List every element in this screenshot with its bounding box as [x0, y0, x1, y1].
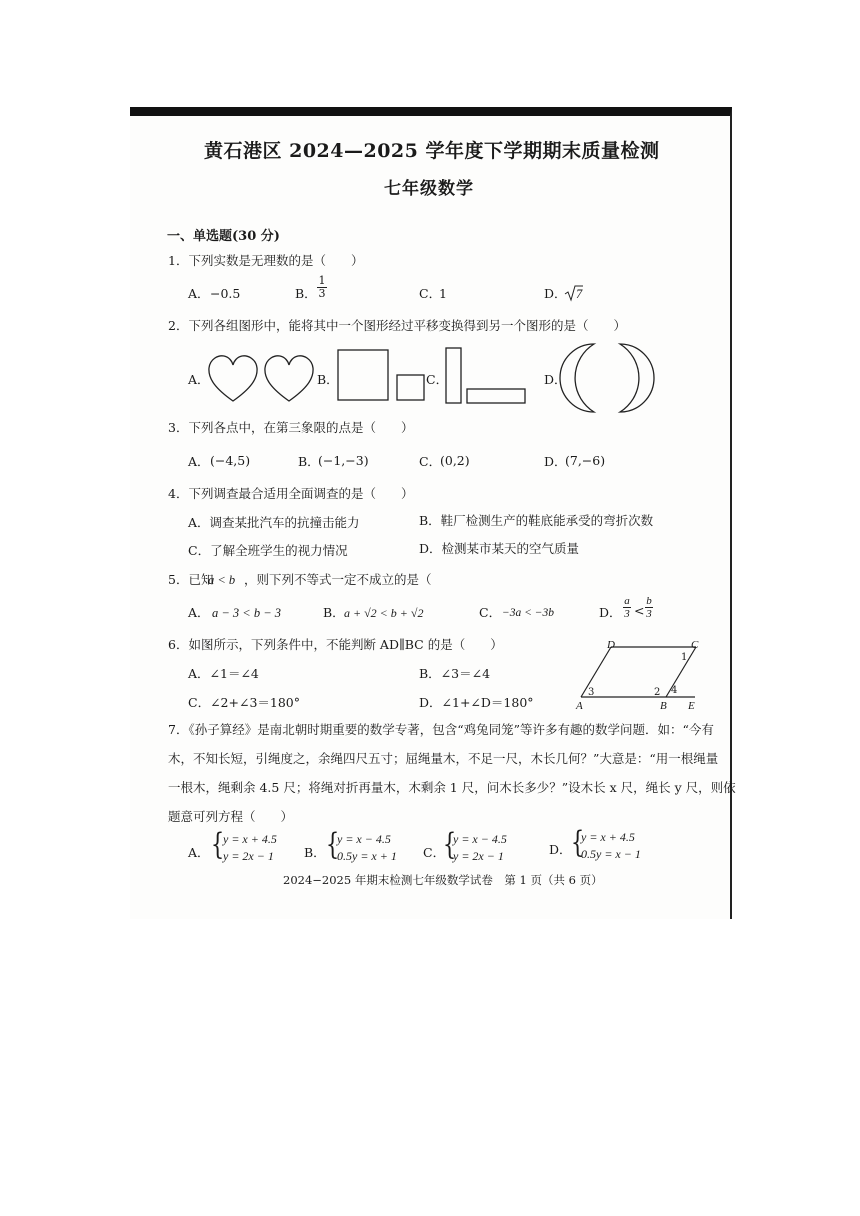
q6-option-b: B．∠3＝∠4 [419, 666, 491, 681]
q2-option-b-label: B． [317, 372, 339, 387]
q5-d-fraction-left [622, 595, 632, 620]
q3-option-a-label: A． [188, 454, 210, 469]
q1-stem: 1．下列实数是无理数的是（ ） [168, 253, 364, 268]
q5-stem-suffix: ，则下列不等式一定不成立的是（ [244, 572, 432, 587]
q2-option-d-label: D． [544, 372, 567, 387]
q1-option-b-label: B． [295, 286, 317, 301]
q5-d-numerator-right: b [646, 595, 652, 607]
q4-option-c: C．了解全班学生的视力情况 [188, 543, 348, 558]
q7-line-2: 木，不知长短，引绳度之，余绳四尺五寸；屈绳量木，不足一尺，木长几何？”大意是：“用一根绳量 [168, 751, 719, 766]
q7-line-3: 一根木，绳剩余 4.5 尺；将绳对折再量木，木剩余 1 尺，问木长多少？”设木长 x 尺，绳长 y 尺，则依 [168, 780, 736, 795]
q7-a-eq2: y = 2x − 1 [223, 849, 274, 863]
q2-option-c-label: C． [426, 372, 449, 387]
two-squares-icon [333, 348, 428, 408]
q5-stem-prefix: 5．已知 [168, 572, 214, 587]
q7-option-c-label: C． [423, 845, 446, 860]
q5-option-b-label: B． [323, 605, 345, 620]
q4-option-a: A．调查某批汽车的抗撞击能力 [188, 515, 360, 530]
q4-option-d: D．检测某市某天的空气质量 [419, 541, 580, 556]
exam-title: 黄石港区 2024—2025 学年度下学期期末质量检测 [204, 140, 660, 162]
q5-d-denominator-right: 3 [646, 608, 652, 620]
q7-option-d-label: D． [549, 842, 572, 857]
q2-option-a-label: A． [188, 372, 210, 387]
fig-label-d: D [607, 639, 615, 651]
brace-icon: { [325, 827, 340, 862]
rotated-rectangles-icon [442, 346, 532, 406]
q3-option-d-label: D． [544, 454, 567, 469]
q1-option-a-label: A． [188, 286, 210, 301]
q7-option-a-system [223, 831, 277, 865]
section-heading: 一、单选题(30 分) [167, 229, 280, 244]
q1-option-c-value: 1 [439, 286, 447, 301]
q5-d-numerator-left: a [624, 595, 630, 607]
q7-line-4: 题意可列方程（ ） [168, 809, 294, 824]
q1-b-denominator: 3 [318, 287, 326, 300]
q5-option-b-value: a + √2 < b + √2 [344, 606, 424, 620]
q7-option-b-label: B． [304, 845, 326, 860]
q3-option-b-label: B． [298, 454, 320, 469]
fig-angle-3: 3 [588, 687, 595, 698]
q1-option-d-radicand: 7 [576, 287, 583, 301]
q6-option-d: D．∠1+∠D＝180° [419, 695, 534, 710]
q4-stem: 4．下列调查最合适用全面调查的是（ ） [168, 486, 414, 501]
q7-b-eq1: y = x − 4.5 [337, 832, 391, 846]
two-crescents-icon [564, 342, 654, 414]
q5-stem-math: a < b [208, 573, 236, 587]
q7-option-a-label: A． [188, 845, 210, 860]
q7-c-eq2: y = 2x − 1 [453, 849, 504, 863]
fig-angle-4: 4 [671, 685, 678, 696]
q6-stem: 6．如图所示，下列条件中，不能判断 AD∥BC 的是（ ） [168, 637, 503, 652]
q7-d-eq2: 0.5y = x − 1 [581, 847, 641, 861]
q7-b-eq2: 0.5y = x + 1 [337, 849, 397, 863]
q5-option-c-label: C． [479, 605, 502, 620]
q5-option-a-value: a − 3 < b − 3 [212, 606, 282, 620]
fig-label-b: B [660, 700, 667, 712]
q5-option-c-value: −3a < −3b [502, 607, 555, 619]
q3-stem: 3．下列各点中，在第三象限的点是（ ） [168, 420, 414, 435]
q1-option-d-label: D． [544, 286, 567, 301]
q3-option-c-label: C． [419, 454, 442, 469]
q3-option-b-value: (−1,−3) [318, 453, 369, 468]
q5-option-d-label: D． [599, 605, 622, 620]
exam-subtitle: 七年级数学 [384, 179, 474, 199]
q1-option-a-value: −0.5 [210, 286, 241, 301]
two-hearts-icon [206, 353, 316, 403]
q3-option-a-value: (−4,5) [210, 453, 251, 468]
q1-option-c-label: C． [419, 286, 442, 301]
q7-option-b-system [337, 831, 397, 865]
brace-icon: { [442, 827, 457, 862]
q1-option-b-fraction [316, 275, 328, 300]
q7-c-eq1: y = x − 4.5 [453, 832, 507, 846]
q7-option-d-system [581, 829, 641, 863]
q6-option-c: C．∠2+∠3＝180° [188, 695, 300, 710]
brace-icon: { [210, 827, 225, 862]
q1-b-numerator: 1 [318, 274, 326, 287]
q5-d-less-than: < [634, 603, 645, 618]
exam-page [130, 107, 736, 919]
parallelogram-figure [575, 635, 705, 705]
q7-a-eq1: y = x + 4.5 [223, 832, 277, 846]
fig-angle-2: 2 [654, 687, 661, 698]
q6-option-a: A．∠1＝∠4 [188, 666, 259, 681]
fig-label-a: A [576, 700, 583, 712]
q4-option-b: B．鞋厂检测生产的鞋底能承受的弯折次数 [419, 513, 654, 528]
q7-line-1: 7．《孙子算经》是南北朝时期重要的数学专著，包含“鸡兔同笼”等许多有趣的数学问题．如：“今有 [168, 722, 714, 737]
q7-d-eq1: y = x + 4.5 [581, 830, 635, 844]
q5-option-a-label: A． [188, 605, 210, 620]
q2-stem: 2．下列各组图形中，能将其中一个图形经过平移变换得到另一个图形的是（ ） [168, 318, 626, 333]
q7-option-c-system [453, 831, 507, 865]
fig-label-e: E [688, 700, 695, 712]
fig-label-c: C [691, 639, 699, 651]
fig-angle-1: 1 [681, 652, 688, 663]
q5-d-denominator-left: 3 [624, 608, 630, 620]
brace-icon: { [570, 825, 585, 860]
q3-option-c-value: (0,2) [440, 453, 470, 468]
q3-option-d-value: (7,−6) [565, 453, 606, 468]
page-footer: 2024−2025 年期末检测七年级数学试卷 第 1 页（共 6 页） [283, 873, 603, 887]
q5-d-fraction-right [644, 595, 654, 620]
